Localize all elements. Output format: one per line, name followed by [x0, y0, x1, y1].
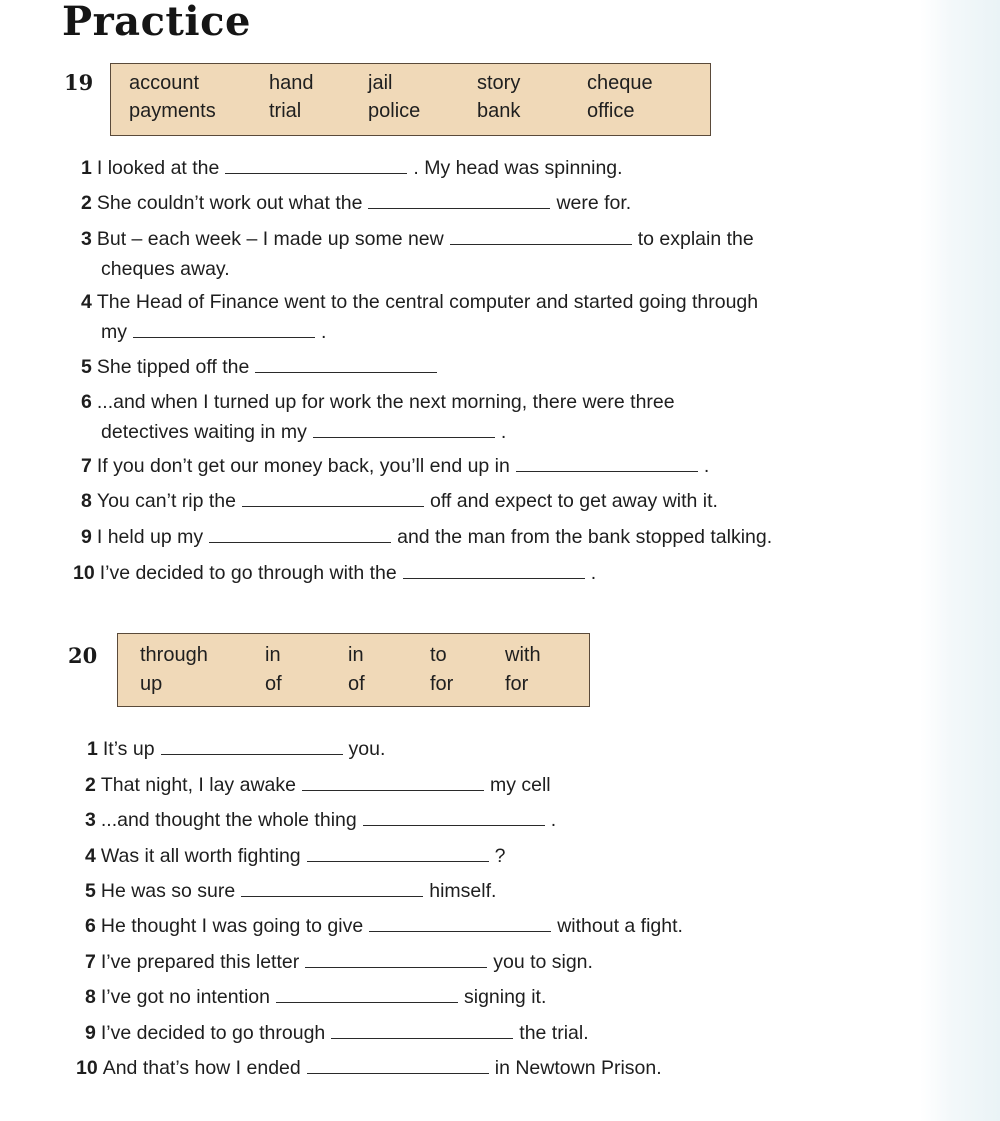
item-text-after: . [590, 562, 597, 584]
exercise-19-number: 19 [64, 70, 94, 95]
word-box-word: of [265, 673, 282, 695]
item-number: 1 [87, 738, 98, 760]
answer-blank[interactable] [209, 526, 391, 543]
word-box-word: payments [129, 100, 216, 122]
exercise-item [81, 191, 631, 215]
item-number: 3 [85, 809, 96, 831]
word-box-word: trial [269, 100, 302, 122]
item-text-before: I’ve decided to go through [100, 1022, 326, 1044]
item-text-before: It’s up [102, 738, 155, 760]
exercise-item [81, 156, 623, 180]
item-text-before: I’ve decided to go through with the [99, 562, 397, 584]
word-box-word: for [505, 673, 529, 695]
item-text-after: . [500, 421, 507, 443]
answer-blank[interactable] [331, 1022, 513, 1039]
exercise-item [81, 355, 443, 379]
item-text-after: . [703, 455, 710, 477]
item-text-after: ? [494, 845, 506, 867]
word-box-word: in [265, 644, 281, 666]
word-box-word: cheque [587, 72, 653, 94]
word-box-word: account [129, 72, 200, 94]
item-text-before: That night, I lay awake [100, 774, 296, 796]
item-text-before: She tipped off the [96, 356, 250, 378]
exercise-item [85, 950, 593, 974]
word-box-word: jail [368, 72, 393, 94]
item-text-before: He was so sure [100, 880, 236, 902]
item-number: 2 [85, 774, 96, 796]
item-text-after: to explain the [637, 228, 754, 250]
answer-blank[interactable] [305, 951, 487, 968]
exercise-20-word-box [117, 633, 590, 707]
item-text-after: my cell [489, 774, 551, 796]
item-text-before: detectives waiting in my [101, 421, 307, 443]
item-number: 6 [81, 391, 92, 413]
exercise-item [76, 1056, 662, 1080]
word-box-word: up [140, 673, 163, 695]
item-number: 2 [81, 192, 92, 214]
answer-blank[interactable] [133, 321, 315, 338]
word-box-word: office [587, 100, 635, 122]
word-box-word: with [505, 644, 541, 666]
answer-blank[interactable] [255, 356, 437, 373]
item-number: 3 [81, 228, 92, 250]
item-number: 8 [81, 490, 92, 512]
answer-blank[interactable] [302, 774, 484, 791]
exercise-item [85, 808, 556, 832]
item-number: 6 [85, 915, 96, 937]
item-text-after: you to sign. [493, 951, 593, 973]
item-text-after: in Newtown Prison. [494, 1057, 662, 1079]
item-text-before: He thought I was going to give [100, 915, 364, 937]
item-text-before: I’ve prepared this letter [100, 951, 300, 973]
exercise-item [81, 489, 718, 513]
item-text-before: ...and thought the whole thing [100, 809, 357, 831]
item-text-after: the trial. [519, 1022, 589, 1044]
exercise-item-continuation [101, 320, 326, 344]
answer-blank[interactable] [363, 809, 545, 826]
answer-blank[interactable] [276, 986, 458, 1003]
item-text-after: . [550, 809, 557, 831]
item-number: 1 [81, 157, 92, 179]
item-text-after: himself. [429, 880, 497, 902]
word-box-word: bank [477, 100, 521, 122]
answer-blank[interactable] [368, 192, 550, 209]
answer-blank[interactable] [369, 915, 551, 932]
exercise-item [87, 737, 385, 761]
item-text-after: off and expect to get away with it. [430, 490, 718, 512]
answer-blank[interactable] [161, 738, 343, 755]
page-edge-shading [920, 0, 1000, 1121]
word-box-word: hand [269, 72, 314, 94]
item-text-before: I’ve got no intention [100, 986, 270, 1008]
exercise-item [81, 454, 709, 478]
item-number: 10 [73, 562, 95, 584]
exercise-item [81, 390, 675, 414]
item-text-after: . My head was spinning. [413, 157, 623, 179]
word-box-word: of [348, 673, 365, 695]
exercise-item [85, 914, 683, 938]
answer-blank[interactable] [403, 562, 585, 579]
item-text-after: and the man from the bank stopped talking. [397, 526, 773, 548]
word-box-word: through [140, 644, 208, 666]
answer-blank[interactable] [450, 228, 632, 245]
item-text-before: I held up my [96, 526, 204, 548]
item-number: 8 [85, 986, 96, 1008]
answer-blank[interactable] [241, 880, 423, 897]
exercise-item [73, 561, 596, 585]
item-number: 7 [81, 455, 92, 477]
item-text-before: She couldn’t work out what the [96, 192, 363, 214]
item-text-before: my [101, 321, 127, 343]
item-text-before: The Head of Finance went to the central computer and started going through [96, 291, 759, 313]
answer-blank[interactable] [516, 455, 698, 472]
page-title: Practice [62, 0, 251, 45]
item-number: 9 [85, 1022, 96, 1044]
exercise-20-number: 20 [68, 643, 98, 668]
item-text-before: But – each week – I made up some new [96, 228, 444, 250]
item-text-after: without a fight. [557, 915, 683, 937]
item-text-before: You can’t rip the [96, 490, 236, 512]
word-box-word: to [430, 644, 447, 666]
exercise-item [85, 985, 546, 1009]
exercise-item [85, 773, 551, 797]
item-number: 10 [76, 1057, 98, 1079]
item-text-before: If you don’t get our money back, you’ll end up in [96, 455, 510, 477]
item-number: 7 [85, 951, 96, 973]
exercise-19-word-box [110, 63, 711, 136]
item-number: 5 [81, 356, 92, 378]
item-text-after: . [321, 321, 327, 343]
item-text-after: were for. [556, 192, 632, 214]
item-number: 4 [85, 845, 96, 867]
word-box-word: police [368, 100, 421, 122]
answer-blank[interactable] [225, 157, 407, 174]
exercise-item-continuation: cheques away. [101, 258, 230, 280]
word-box-word: in [348, 644, 364, 666]
exercise-item [81, 290, 758, 314]
item-text-after: signing it. [463, 986, 547, 1008]
exercise-item [85, 879, 496, 903]
item-text-after: you. [348, 738, 386, 760]
answer-blank[interactable] [313, 421, 495, 438]
exercise-item [81, 227, 754, 251]
item-number: 5 [85, 880, 96, 902]
item-text-before: Was it all worth fighting [100, 845, 301, 867]
answer-blank[interactable] [307, 1057, 489, 1074]
item-text-before: And that’s how I ended [102, 1057, 301, 1079]
word-box-word: story [477, 72, 521, 94]
answer-blank[interactable] [242, 490, 424, 507]
exercise-item [85, 844, 506, 868]
word-box-word: for [430, 673, 454, 695]
item-number: 4 [81, 291, 92, 313]
item-number: 9 [81, 526, 92, 548]
item-text-before: I looked at the [96, 157, 220, 179]
exercise-item-continuation [101, 420, 506, 444]
item-text-before: ...and when I turned up for work the next morning, there were three [96, 391, 675, 413]
exercise-item [85, 1021, 589, 1045]
exercise-item [81, 525, 772, 549]
answer-blank[interactable] [307, 845, 489, 862]
